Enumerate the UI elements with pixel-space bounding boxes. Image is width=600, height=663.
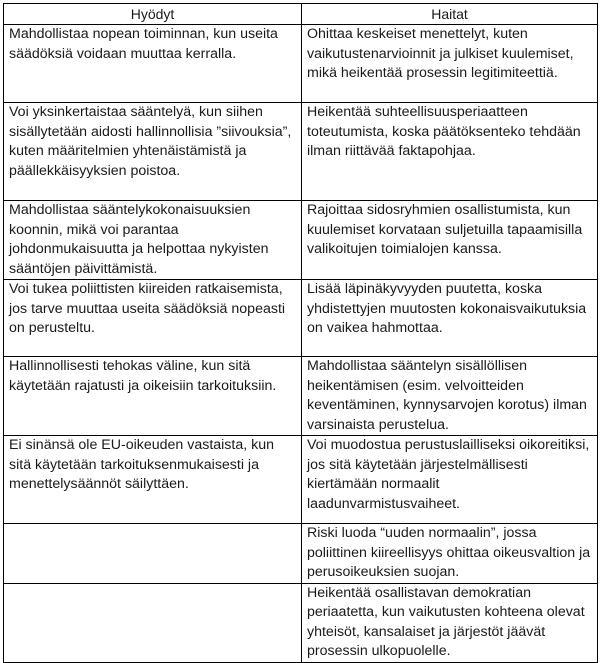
con-cell: Voi muodostua perustuslailliseksi oikoreitiksi, jos sitä käytetään järjestelmällisesti kiertämään normaalit laadunvarmistusvaiheet. [302, 436, 598, 524]
header-pros: Hyödyt [4, 4, 302, 25]
con-cell: Heikentää suhteellisuusperiaatteen toteutumista, koska päätöksenteko tehdään ilman riittävää faktapohjaa. [302, 103, 598, 201]
con-cell: Riski luoda “uuden normaalin”, jossa poliittinen kiireellisyys ohittaa oikeusvaltion ja perusoikeuksien suojan. [302, 524, 598, 584]
header-row [4, 4, 598, 25]
con-cell: Heikentää osallistavan demokratian periaatetta, kun vaikutusten kohteena olevat yhteisöt, kansalaiset ja järjestöt jäävät prosessin ulkopuolelle. [302, 583, 598, 662]
con-cell: Rajoittaa sidosryhmien osallistumista, kun kuulemiset korvataan suljetuilla tapaamisilla valikoitujen toimialojen kanssa. [302, 201, 598, 280]
con-cell: Mahdollistaa sääntelyn sisällöllisen heikentämisen (esim. velvoitteiden keventäminen, kynnysarvojen korotus) ilman varsinaista perustelua. [302, 357, 598, 436]
table-row [4, 357, 598, 436]
pros-cons-table [3, 3, 598, 663]
con-cell: Lisää läpinäkyvyyden puutetta, koska yhdistettyjen muutosten kokonaisvaikutuksia on vaikea hahmottaa. [302, 280, 598, 357]
table-row [4, 583, 598, 662]
table-row [4, 201, 598, 280]
table-row [4, 103, 598, 201]
pro-cell: Mahdollistaa nopean toiminnan, kun useita säädöksiä voidaan muuttaa kerralla. [4, 25, 302, 103]
table-row [4, 436, 598, 524]
pro-cell: Hallinnollisesti tehokas väline, kun sitä käytetään rajatusti ja oikeisiin tarkoituksiin. [4, 357, 302, 436]
pro-cell: Mahdollistaa sääntelykokonaisuuksien koonnin, mikä voi parantaa johdonmukaisuutta ja helpottaa nykyisten sääntöjen päivittämistä. [4, 201, 302, 280]
header-cons: Haitat [302, 4, 598, 25]
table-row [4, 524, 598, 584]
pro-cell-empty [4, 524, 302, 584]
pro-cell: Voi tukea poliittisten kiireiden ratkaisemista, jos tarve muuttaa useita säädöksiä nopeasti on perusteltu. [4, 280, 302, 357]
pro-cell: Voi yksinkertaistaa sääntelyä, kun siihen sisällytetään aidosti hallinnollisia ”siivouksia”, kuten määritelmien yhtenäistämistä ja päällekkäisyyksien poistoa. [4, 103, 302, 201]
pro-cell-empty [4, 583, 302, 662]
con-cell: Ohittaa keskeiset menettelyt, kuten vaikutustenarvioinnit ja julkiset kuulemiset, mikä heikentää prosessin legitimiteettiä. [302, 25, 598, 103]
table-row [4, 25, 598, 103]
table-row [4, 280, 598, 357]
pro-cell: Ei sinänsä ole EU-oikeuden vastaista, kun sitä käytetään tarkoituksenmukaisesti ja menettelysäännöt säilyttäen. [4, 436, 302, 524]
